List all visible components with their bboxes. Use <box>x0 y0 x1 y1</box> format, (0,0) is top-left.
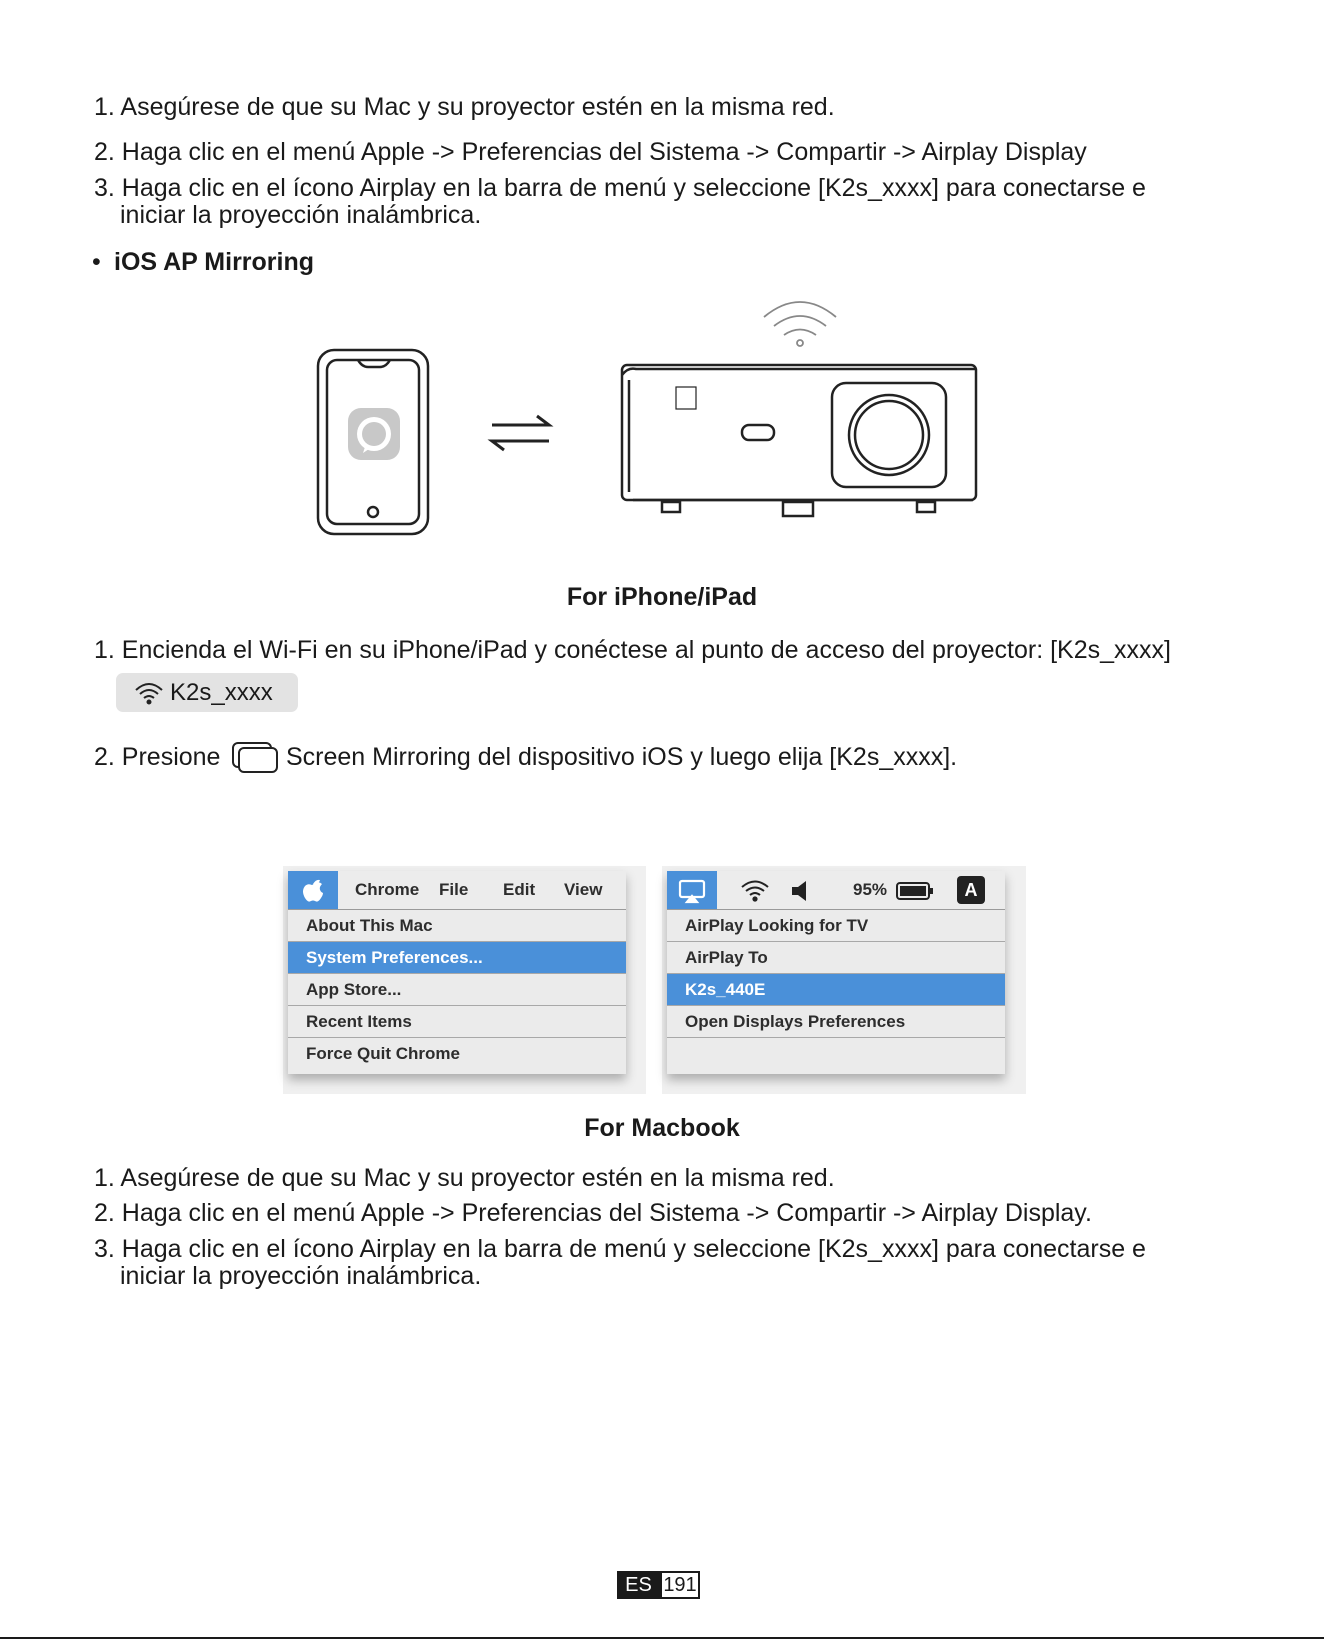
airplay-display-icon <box>667 871 717 909</box>
bidirectional-arrows-icon <box>492 416 549 450</box>
macbook-step-2: 2. Haga clic en el menú Apple -> Preferencias del Sistema -> Compartir -> Airplay Display. <box>94 1199 1092 1227</box>
menu-item-app-store[interactable]: App Store... <box>288 974 626 1006</box>
airplay-menu <box>667 871 1005 1074</box>
apple-logo-icon <box>288 871 338 909</box>
macbook-step-3-cont: iniciar la proyección inalámbrica. <box>120 1262 482 1290</box>
menubar-chrome[interactable]: Chrome <box>355 880 420 899</box>
macbook-step-3: 3. Haga clic en el ícono Airplay en la barra de menú y seleccione [K2s_xxxx] para conectarse e <box>94 1235 1146 1263</box>
menu-item-force-quit[interactable]: Force Quit Chrome <box>306 1044 460 1063</box>
ios-step-1: 1. Encienda el Wi-Fi en su iPhone/iPad y conéctese al punto de acceso del proyector: [K2s_xxxx] <box>94 636 1171 664</box>
input-source-badge[interactable]: A <box>957 876 985 904</box>
status-menu-bar <box>667 871 1005 910</box>
page-footer <box>617 1571 700 1599</box>
mac-step-1: 1. Asegúrese de que su Mac y su proyector estén en la misma red. <box>94 93 835 121</box>
menubar-view[interactable]: View <box>564 880 603 899</box>
section-heading: iOS AP Mirroring <box>114 248 315 276</box>
apple-menu <box>288 871 626 1074</box>
wifi-icon <box>134 681 164 705</box>
wifi-network-chip <box>116 673 298 712</box>
battery-percent: 95% <box>853 880 888 899</box>
menu-item-empty <box>667 1038 1005 1070</box>
ios-step-2-suffix: Screen Mirroring del dispositivo iOS y luego elija [K2s_xxxx]. <box>286 743 958 771</box>
apple-menu-screenshot <box>283 866 646 1094</box>
ios-mirroring-illustration <box>300 290 1000 540</box>
mac-step-3-cont: iniciar la proyección inalámbrica. <box>120 201 482 229</box>
apple-menu-bar <box>288 871 626 910</box>
menu-item-airplay-looking[interactable]: AirPlay Looking for TV <box>667 910 1005 942</box>
wifi-network-label: K2s_xxxx <box>170 678 273 706</box>
menubar-file[interactable]: File <box>439 880 469 899</box>
macbook-caption: For Macbook <box>584 1114 740 1142</box>
menu-item-system-preferences[interactable]: System Preferences... <box>288 942 626 974</box>
screen-mirroring-icon <box>231 741 279 773</box>
battery-icon[interactable] <box>896 882 934 900</box>
mac-step-2: 2. Haga clic en el menú Apple -> Preferencias del Sistema -> Compartir -> Airplay Display <box>94 138 1087 166</box>
projector-icon <box>622 365 976 516</box>
menu-item-airplay-to[interactable]: AirPlay To <box>667 942 1005 974</box>
menu-item-recent-items[interactable]: Recent Items <box>288 1006 626 1038</box>
airplay-menu-screenshot <box>662 866 1026 1094</box>
wifi-signal-icon <box>764 302 836 346</box>
menubar-edit[interactable]: Edit <box>503 880 536 899</box>
volume-icon[interactable] <box>790 880 812 902</box>
section-bullet: • <box>92 248 101 276</box>
menu-item-about-this-mac[interactable]: About This Mac <box>288 910 626 942</box>
page-number: 191 <box>660 1571 700 1599</box>
mac-step-3: 3. Haga clic en el ícono Airplay en la barra de menú y seleccione [K2s_xxxx] para conectarse e <box>94 174 1146 202</box>
wifi-status-icon[interactable] <box>739 879 771 903</box>
menu-item-k2s-device[interactable]: K2s_440E <box>667 974 1005 1006</box>
language-tag: ES <box>617 1571 660 1599</box>
apple-menu-tab[interactable] <box>288 871 338 909</box>
macbook-step-1: 1. Asegúrese de que su Mac y su proyector estén en la misma red. <box>94 1164 835 1192</box>
airplay-menu-tab[interactable] <box>667 871 717 909</box>
menu-item-open-displays-preferences[interactable]: Open Displays Preferences <box>667 1006 1005 1038</box>
airplay-app-icon <box>348 408 400 460</box>
iphone-caption: For iPhone/iPad <box>566 583 758 611</box>
ios-step-2-prefix: 2. Presione <box>94 743 221 771</box>
